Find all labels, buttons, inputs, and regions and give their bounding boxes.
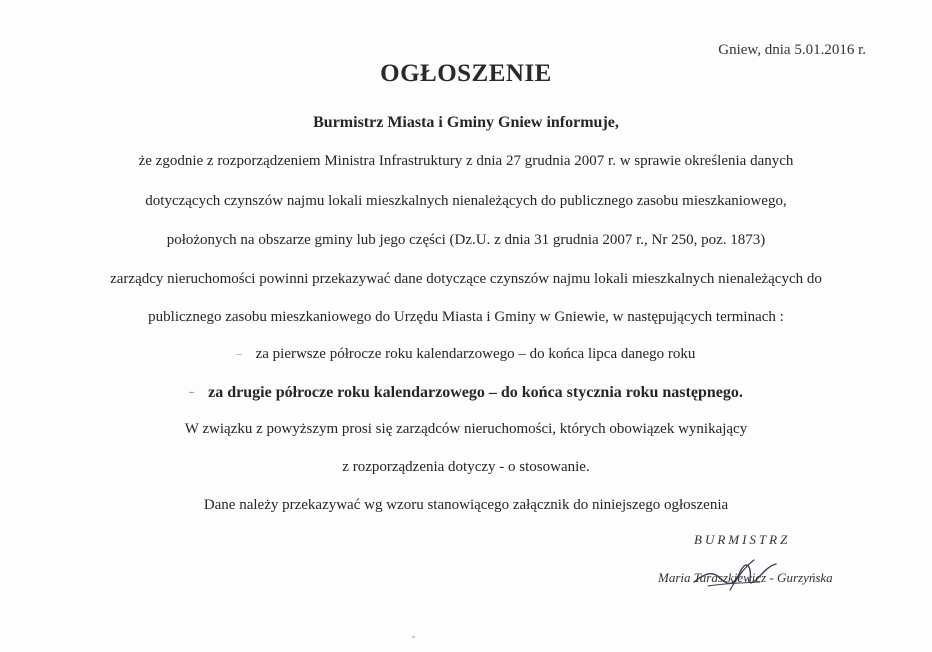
body-line-5: publicznego zasobu mieszkaniowego do Urzędu Miasta i Gminy w Gniewie, w następujących terminach : [148, 309, 784, 325]
term-text-1: za pierwsze półrocze roku kalendarzowego – do końca lipca danego roku [255, 346, 696, 362]
instruction-line: Dane należy przekazywać wg wzoru stanowiącego załącznik do niniejszego ogłoszenia [203, 497, 729, 513]
term-text-2: za drugie półrocze roku kalendarzowego – do końca stycznia roku następnego. [208, 384, 743, 401]
term-item-1 [0, 345, 932, 364]
body-line-1: że zgodnie z rozporządzeniem Ministra Infrastruktury z dnia 27 grudnia 2007 r. w sprawie określenia danych [138, 153, 794, 169]
body-line-2: dotyczących czynszów najmu lokali mieszkalnych nienależących do publicznego zasobu mieszkaniowego, [145, 193, 787, 209]
document-date: Gniew, dnia 5.01.2016 r. [718, 42, 866, 58]
document-subtitle: Burmistrz Miasta i Gminy Gniew informuje, [313, 114, 619, 131]
bullet-dash: – [189, 387, 195, 399]
bullet-dash: – [236, 348, 242, 360]
scan-speck [412, 636, 415, 638]
signatory-name: Maria Taraszkiewicz - Gurzyńska [658, 570, 833, 585]
term-item-2 [0, 384, 932, 402]
signatory-title: BURMISTRZ [694, 532, 791, 547]
body-line-4: zarządcy nieruchomości powinni przekazywać dane dotyczące czynszów najmu lokali mieszkalnych nienależących do [110, 271, 822, 287]
request-line-2: z rozporządzenia dotyczy - o stosowanie. [342, 459, 590, 475]
document-title: OGŁOSZENIE [380, 60, 552, 87]
body-line-3: położonych na obszarze gminy lub jego części (Dz.U. z dnia 31 grudnia 2007 r., Nr 250, poz. 1873) [166, 232, 766, 248]
request-line-1: W związku z powyższym prosi się zarządców nieruchomości, których obowiązek wynikający [184, 421, 748, 437]
